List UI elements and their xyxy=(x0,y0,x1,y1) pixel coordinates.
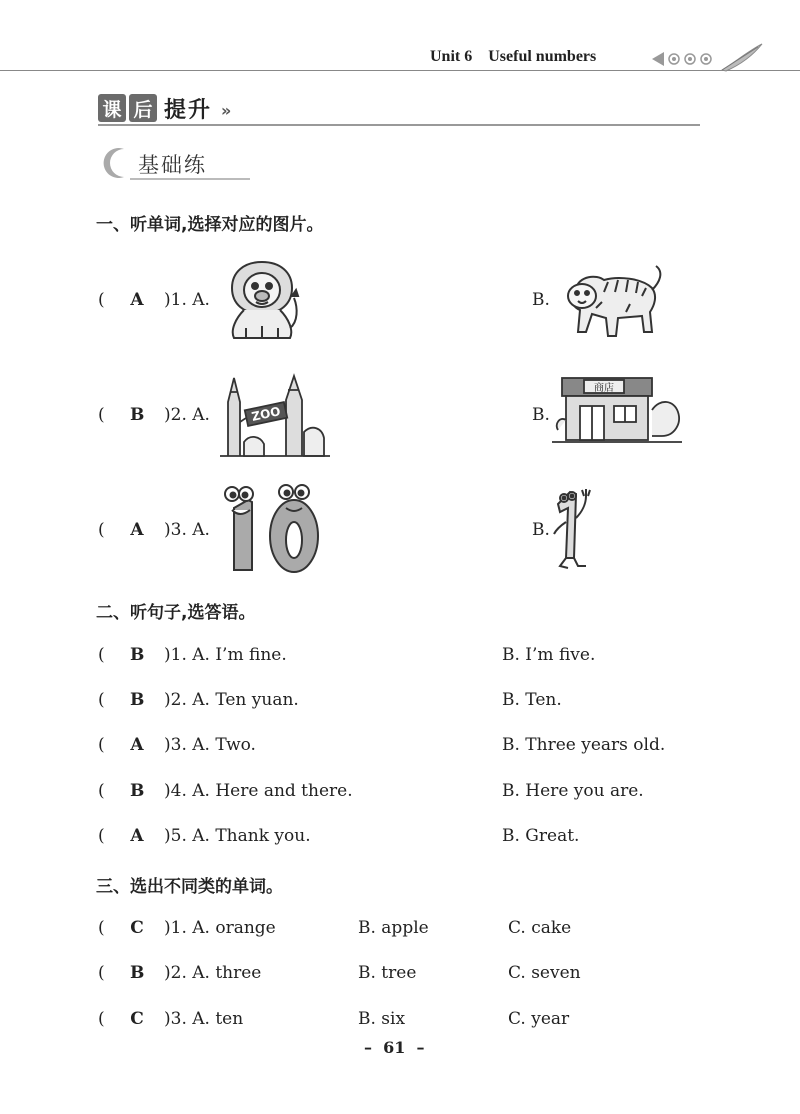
answer-text: A xyxy=(130,735,144,755)
paren-open: ( xyxy=(98,690,105,710)
answer-text: B xyxy=(130,645,145,665)
answer-text: B xyxy=(130,690,145,710)
number-one-icon xyxy=(552,482,598,572)
answer-text: A xyxy=(130,290,144,310)
shop-sign-text: 商店 xyxy=(594,383,614,394)
item-label: )2. A. xyxy=(164,405,210,425)
option-b-text: B. Three years old. xyxy=(502,735,666,755)
answer-text: B xyxy=(130,781,145,801)
section3-title: 三、选出不同类的单词。 xyxy=(96,877,283,897)
option-b-text: B. Ten. xyxy=(502,690,562,710)
page-number: – 61 – xyxy=(364,1038,425,1057)
section2-title: 二、听句子,选答语。 xyxy=(96,603,256,623)
option-a-text: )3. A. ten xyxy=(164,1009,244,1029)
option-b-text: B. Great. xyxy=(502,826,580,846)
option-b-text: B. apple xyxy=(358,918,429,938)
banner-chevron-icon: » xyxy=(221,101,232,120)
paren-open: ( xyxy=(98,963,105,983)
unit-label: Unit 6 xyxy=(430,48,473,65)
answer-text: C xyxy=(130,1009,144,1029)
running-header xyxy=(430,48,596,66)
paren-open: ( xyxy=(98,520,105,540)
option-a-text: )2. A. Ten yuan. xyxy=(164,690,299,710)
answer-text: C xyxy=(130,918,144,938)
option-b-label: B. xyxy=(532,405,550,425)
option-b-text: B. I’m five. xyxy=(502,645,596,665)
paren-open: ( xyxy=(98,826,105,846)
option-b-label: B. xyxy=(532,290,550,310)
option-a-text: )2. A. three xyxy=(164,963,262,983)
answer-text: B xyxy=(130,963,145,983)
paren-open: ( xyxy=(98,918,105,938)
option-c-text: C. cake xyxy=(508,918,572,938)
banner-char-box-2: 后 xyxy=(129,94,157,122)
zoo-sign-text: ZOO xyxy=(250,404,282,424)
header-feather-icon xyxy=(650,44,770,74)
option-c-text: C. year xyxy=(508,1009,570,1029)
banner-char-box-1: 课 xyxy=(98,94,126,122)
option-b-text: B. six xyxy=(358,1009,406,1029)
item-label: )3. A. xyxy=(164,520,210,540)
paren-open: ( xyxy=(98,645,105,665)
option-a-text: )1. A. I’m fine. xyxy=(164,645,287,665)
banner-title: 提升 xyxy=(164,98,213,123)
option-a-text: )4. A. Here and there. xyxy=(164,781,353,801)
option-a-text: )1. A. orange xyxy=(164,918,276,938)
paren-open: ( xyxy=(98,735,105,755)
number-ten-icon xyxy=(220,480,324,574)
option-a-text: )5. A. Thank you. xyxy=(164,826,311,846)
answer-text: B xyxy=(130,405,145,425)
tiger-icon xyxy=(556,262,668,342)
paren-open: ( xyxy=(98,1009,105,1029)
option-a-text: )3. A. Two. xyxy=(164,735,256,755)
answer-text: A xyxy=(130,520,144,540)
item-label: )1. A. xyxy=(164,290,210,310)
subheader-title: 基础练 xyxy=(138,153,207,177)
shop-icon xyxy=(552,370,682,448)
option-b-label: B. xyxy=(532,520,550,540)
paren-open: ( xyxy=(98,290,105,310)
zoo-icon xyxy=(220,372,330,458)
paren-open: ( xyxy=(98,405,105,425)
subheader-arc-icon xyxy=(100,146,130,180)
answer-text: A xyxy=(130,826,144,846)
section1-title: 一、听单词,选择对应的图片。 xyxy=(96,215,324,235)
option-c-text: C. seven xyxy=(508,963,581,983)
unit-title: Useful numbers xyxy=(488,48,597,65)
option-b-text: B. tree xyxy=(358,963,417,983)
paren-open: ( xyxy=(98,781,105,801)
option-b-text: B. Here you are. xyxy=(502,781,644,801)
lion-icon xyxy=(222,258,302,342)
subheader-rule xyxy=(130,178,250,180)
banner-rule xyxy=(98,124,700,126)
